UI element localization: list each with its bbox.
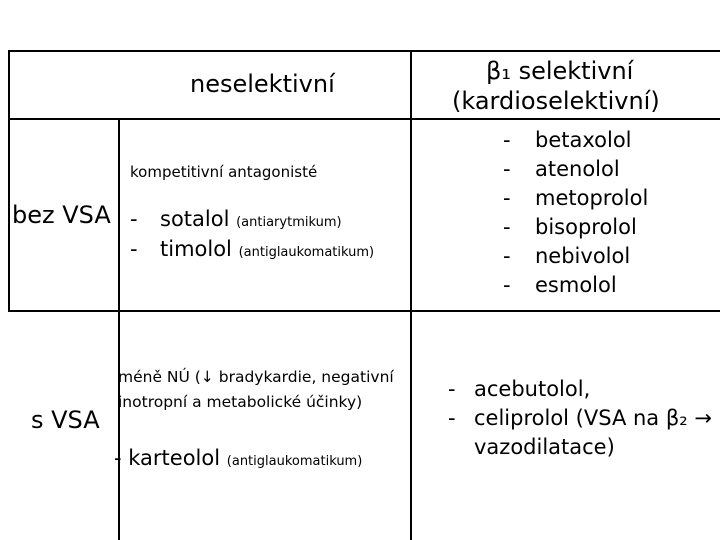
row-label-with-isa: s VSA xyxy=(31,406,100,434)
list-dash: - xyxy=(503,186,511,210)
beta1-selective-drug-list xyxy=(503,128,648,302)
list-dash: - xyxy=(503,244,511,268)
table-left-border xyxy=(8,50,10,312)
list-item xyxy=(503,215,648,244)
header-cardioselective: (kardioselektivní) xyxy=(452,87,660,115)
fewer-side-effects-line2: inotropní a metabolické účinky) xyxy=(118,393,363,411)
carteolol-item xyxy=(114,448,362,469)
list-dash: - xyxy=(130,237,138,261)
drug-name: bisoprolol xyxy=(535,215,637,239)
header-beta1-selective: β₁ selektivní xyxy=(486,57,634,85)
list-dash: - xyxy=(503,128,511,152)
drug-name: acebutolol, xyxy=(474,377,591,401)
drug-name-continued: vazodilatace) xyxy=(474,435,615,459)
list-item xyxy=(448,435,712,464)
drug-name: metoprolol xyxy=(535,186,649,210)
list-item xyxy=(503,128,648,157)
list-item xyxy=(503,244,648,273)
drug-name: timolol xyxy=(160,237,232,261)
list-item xyxy=(130,237,374,267)
drug-name: betaxolol xyxy=(535,128,632,152)
header-separator xyxy=(8,118,720,120)
drug-name: nebivolol xyxy=(535,244,631,268)
fewer-side-effects-line1: méně NÚ (↓ bradykardie, negativní xyxy=(118,368,394,386)
list-item xyxy=(448,406,712,435)
list-dash: - xyxy=(503,157,511,181)
list-item xyxy=(448,377,712,406)
list-dash: - xyxy=(503,215,511,239)
drug-note: (antiglaukomatikum) xyxy=(238,245,375,260)
drug-name: atenolol xyxy=(535,157,620,181)
label-column-separator xyxy=(118,118,120,540)
header-nonselective: neselektivní xyxy=(190,70,335,98)
list-dash: - xyxy=(448,377,456,401)
list-dash: - xyxy=(448,406,456,430)
drug-name: karteolol xyxy=(128,446,221,470)
row-label-without-isa: bez VSA xyxy=(12,201,111,229)
list-item xyxy=(503,157,648,186)
drug-name: esmolol xyxy=(535,273,617,297)
row-separator xyxy=(8,310,720,312)
list-dash: - xyxy=(503,273,511,297)
beta1-isa-drug-list xyxy=(448,377,712,464)
list-dash: - xyxy=(130,207,138,231)
list-dash: - xyxy=(114,446,122,470)
drug-name: celiprolol (VSA na β₂ → xyxy=(474,406,712,430)
list-item xyxy=(130,207,374,237)
list-item xyxy=(503,273,648,302)
drug-note: (antiglaukomatikum) xyxy=(226,454,363,469)
table-top-border xyxy=(8,50,720,52)
column-separator xyxy=(410,50,412,540)
nonselective-drug-list xyxy=(130,207,374,267)
competitive-antagonists-label: kompetitivní antagonisté xyxy=(130,163,318,181)
drug-note: (antiarytmikum) xyxy=(236,215,342,230)
list-item xyxy=(503,186,648,215)
drug-name: sotalol xyxy=(160,207,230,231)
